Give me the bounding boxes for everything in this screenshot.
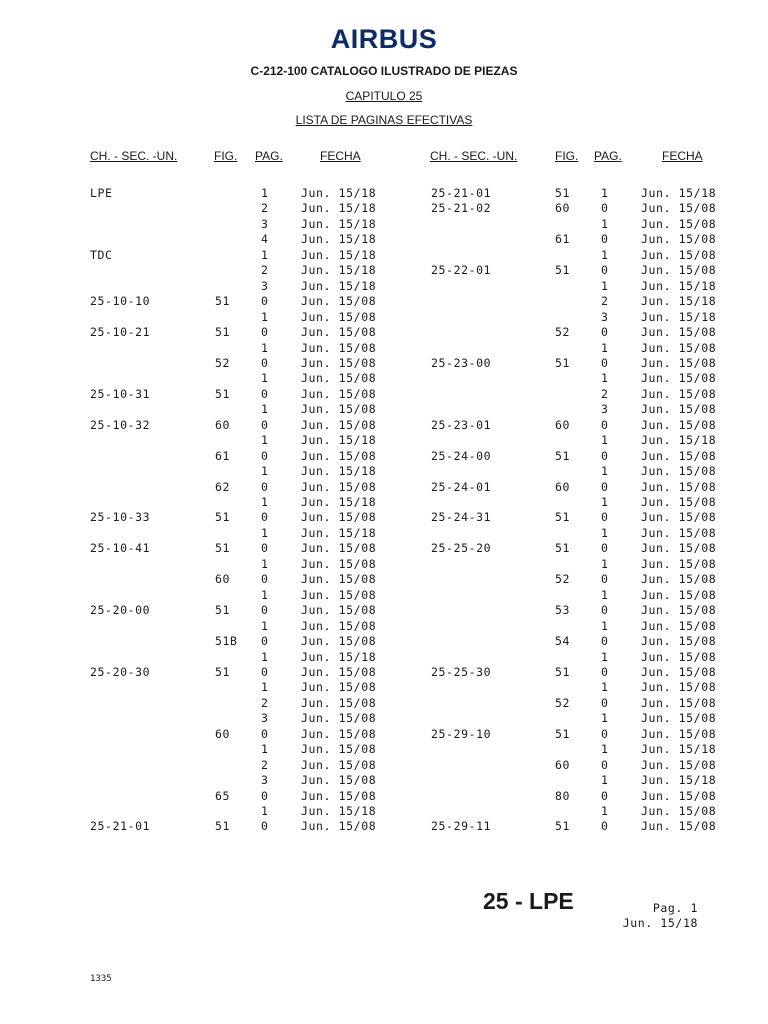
cell-fecha-left: Jun. 15/18 <box>301 247 377 262</box>
cell-fig-left: 65 <box>215 788 231 803</box>
col-header-fecha-left: FECHA <box>320 149 361 163</box>
cell-pag-right: 2 <box>601 386 609 401</box>
cell-fecha-left: Jun. 15/08 <box>301 634 377 648</box>
list-heading: LISTA DE PAGINAS EFECTIVAS <box>295 113 473 127</box>
cell-ch-right: 25-25-20 <box>431 541 492 556</box>
cell-ch-right: 25-23-00 <box>431 355 492 370</box>
cell-fecha-right: Jun. 15/08 <box>641 402 717 417</box>
cell-fecha-right: Jun. 15/08 <box>641 417 717 432</box>
cell-fecha-left: Jun. 15/08 <box>301 325 377 339</box>
cell-ch-left: 25-20-30 <box>90 665 151 679</box>
cell-fecha-right: Jun. 15/08 <box>641 386 717 401</box>
cell-pag-right: 1 <box>601 216 609 231</box>
cell-fig-left: 60 <box>215 572 231 587</box>
cell-fecha-left: Jun. 15/08 <box>301 680 377 695</box>
cell-fecha-left: Jun. 15/08 <box>301 618 377 633</box>
cell-pag-right: 1 <box>601 556 609 571</box>
cell-ch-right: 25-21-01 <box>431 186 492 200</box>
cell-fecha-right: Jun. 15/18 <box>641 309 717 324</box>
cell-pag-right: 0 <box>601 510 609 525</box>
cell-pag-left: 1 <box>261 402 269 417</box>
cell-ch-right: 25-29-10 <box>431 726 492 741</box>
cell-fecha-left: Jun. 15/18 <box>301 232 377 247</box>
cell-fecha-right: Jun. 15/08 <box>641 232 717 247</box>
cell-ch-right: 25-24-01 <box>431 479 492 494</box>
cell-pag-left: 4 <box>261 232 269 247</box>
cell-ch-right: 25-25-30 <box>431 665 492 679</box>
col-header-pag-left: PAG. <box>255 149 283 163</box>
col-header-ch-right: CH. - SEC. -UN. <box>430 149 518 163</box>
cell-pag-right: 0 <box>601 695 609 710</box>
cell-pag-left: 0 <box>261 726 269 741</box>
cell-fecha-left: Jun. 15/18 <box>301 649 377 664</box>
cell-fecha-left: Jun. 15/18 <box>301 525 377 540</box>
cell-fig-right: 51 <box>555 541 571 556</box>
cell-fecha-left: Jun. 15/08 <box>301 541 377 556</box>
cell-pag-right: 1 <box>601 742 609 757</box>
cell-fig-left: 51 <box>215 541 231 556</box>
cell-fecha-left: Jun. 15/08 <box>301 603 377 618</box>
cell-pag-left: 0 <box>261 603 269 618</box>
cell-pag-left: 0 <box>261 325 269 339</box>
cell-fecha-left: Jun. 15/08 <box>301 556 377 571</box>
cell-pag-right: 1 <box>601 247 609 262</box>
cell-fecha-right: Jun. 15/08 <box>641 726 717 741</box>
cell-fecha-right: Jun. 15/18 <box>641 742 717 757</box>
cell-pag-left: 1 <box>261 186 269 200</box>
cell-pag-left: 3 <box>261 773 269 788</box>
cell-pag-left: 0 <box>261 448 269 463</box>
cell-fecha-left: Jun. 15/18 <box>301 804 377 818</box>
cell-fecha-right: Jun. 15/18 <box>641 294 717 309</box>
cell-ch-right: 25-24-00 <box>431 448 492 463</box>
cell-pag-left: 1 <box>261 680 269 695</box>
cell-pag-right: 1 <box>601 371 609 386</box>
cell-pag-right: 3 <box>601 402 609 417</box>
cell-ch-left: 25-10-21 <box>90 325 151 339</box>
cell-fig-right: 51 <box>555 510 571 525</box>
cell-pag-right: 3 <box>601 309 609 324</box>
cell-fecha-right: Jun. 15/08 <box>641 541 717 556</box>
cell-ch-right: 25-21-02 <box>431 201 492 216</box>
cell-fecha-right: Jun. 15/08 <box>641 572 717 587</box>
cell-fig-right: 52 <box>555 695 571 710</box>
cell-ch-left: 25-20-00 <box>90 603 151 618</box>
cell-fecha-left: Jun. 15/08 <box>301 386 377 401</box>
cell-fig-right: 61 <box>555 232 571 247</box>
cell-ch-left: 25-10-33 <box>90 510 151 525</box>
cell-fig-left: 52 <box>215 355 231 370</box>
cell-fecha-right: Jun. 15/08 <box>641 649 717 664</box>
cell-fecha-left: Jun. 15/08 <box>301 788 377 803</box>
cell-fecha-left: Jun. 15/08 <box>301 371 377 386</box>
document-title: C-212-100 CATALOGO ILUSTRADO DE PIEZAS <box>250 64 518 78</box>
cell-fecha-right: Jun. 15/08 <box>641 325 717 339</box>
cell-ch-left: 25-21-01 <box>90 819 151 834</box>
cell-pag-right: 1 <box>601 711 609 726</box>
cell-pag-left: 1 <box>261 464 269 479</box>
cell-pag-left: 0 <box>261 819 269 834</box>
cell-fecha-left: Jun. 15/08 <box>301 726 377 741</box>
cell-fecha-right: Jun. 15/08 <box>641 263 717 278</box>
cell-fecha-left: Jun. 15/18 <box>301 216 377 231</box>
cell-fecha-right: Jun. 15/08 <box>641 788 717 803</box>
cell-fig-right: 52 <box>555 572 571 587</box>
cell-pag-right: 0 <box>601 819 609 834</box>
cell-fecha-right: Jun. 15/08 <box>641 665 717 679</box>
cell-ch-right: 25-29-11 <box>431 819 492 834</box>
cell-pag-left: 0 <box>261 788 269 803</box>
cell-fig-left: 51 <box>215 819 231 834</box>
cell-pag-left: 3 <box>261 278 269 293</box>
cell-fecha-right: Jun. 15/08 <box>641 819 717 834</box>
cell-fecha-left: Jun. 15/08 <box>301 355 377 370</box>
cell-ch-right: 25-23-01 <box>431 417 492 432</box>
cell-fecha-right: Jun. 15/08 <box>641 355 717 370</box>
cell-fig-right: 51 <box>555 726 571 741</box>
cell-fecha-right: Jun. 15/08 <box>641 216 717 231</box>
cell-pag-left: 1 <box>261 618 269 633</box>
cell-fecha-right: Jun. 15/08 <box>641 510 717 525</box>
cell-fecha-left: Jun. 15/08 <box>301 448 377 463</box>
cell-pag-right: 1 <box>601 186 609 200</box>
cell-fecha-right: Jun. 15/08 <box>641 495 717 509</box>
cell-fig-right: 60 <box>555 417 571 432</box>
cell-fecha-left: Jun. 15/18 <box>301 464 377 479</box>
cell-ch-right: 25-22-01 <box>431 263 492 278</box>
cell-fecha-right: Jun. 15/18 <box>641 433 717 448</box>
cell-fecha-right: Jun. 15/08 <box>641 603 717 618</box>
cell-pag-left: 0 <box>261 541 269 556</box>
cell-pag-right: 1 <box>601 278 609 293</box>
cell-pag-right: 1 <box>601 773 609 788</box>
cell-pag-right: 0 <box>601 603 609 618</box>
cell-fig-left: 62 <box>215 479 231 494</box>
cell-pag-left: 1 <box>261 340 269 355</box>
cell-fecha-right: Jun. 15/18 <box>641 278 717 293</box>
cell-pag-left: 0 <box>261 417 269 432</box>
cell-fecha-right: Jun. 15/08 <box>641 371 717 386</box>
cell-fig-right: 52 <box>555 325 571 339</box>
document-number: 1335 <box>90 974 112 984</box>
cell-pag-right: 1 <box>601 495 609 509</box>
cell-pag-right: 1 <box>601 680 609 695</box>
col-header-pag-right: PAG. <box>594 149 622 163</box>
col-header-ch-left: CH. - SEC. -UN. <box>90 149 178 163</box>
cell-fig-left: 60 <box>215 417 231 432</box>
cell-pag-right: 2 <box>601 294 609 309</box>
cell-pag-right: 0 <box>601 355 609 370</box>
cell-fecha-left: Jun. 15/08 <box>301 309 377 324</box>
cell-fecha-left: Jun. 15/08 <box>301 665 377 679</box>
cell-fecha-left: Jun. 15/08 <box>301 757 377 772</box>
page-date: Jun. 15/18 <box>622 916 698 930</box>
cell-pag-right: 0 <box>601 572 609 587</box>
cell-pag-left: 2 <box>261 263 269 278</box>
cell-fecha-left: Jun. 15/08 <box>301 510 377 525</box>
cell-pag-right: 1 <box>601 804 609 818</box>
cell-pag-right: 1 <box>601 649 609 664</box>
cell-ch-left: 25-10-31 <box>90 386 151 401</box>
cell-fecha-left: Jun. 15/18 <box>301 433 377 448</box>
cell-fecha-right: Jun. 15/08 <box>641 757 717 772</box>
cell-fecha-right: Jun. 15/08 <box>641 711 717 726</box>
cell-pag-left: 1 <box>261 556 269 571</box>
cell-fecha-right: Jun. 15/18 <box>641 186 717 200</box>
cell-fecha-left: Jun. 15/08 <box>301 742 377 757</box>
cell-pag-left: 0 <box>261 572 269 587</box>
cell-pag-right: 1 <box>601 618 609 633</box>
cell-pag-right: 0 <box>601 417 609 432</box>
cell-fecha-left: Jun. 15/08 <box>301 340 377 355</box>
cell-pag-right: 0 <box>601 325 609 339</box>
cell-fig-left: 51 <box>215 325 231 339</box>
cell-fig-right: 60 <box>555 757 571 772</box>
cell-pag-left: 0 <box>261 479 269 494</box>
cell-pag-left: 3 <box>261 711 269 726</box>
cell-fig-right: 80 <box>555 788 571 803</box>
cell-fig-left: 51 <box>215 294 231 309</box>
airbus-logo: AIRBUS <box>330 24 438 54</box>
cell-fecha-right: Jun. 15/08 <box>641 695 717 710</box>
cell-fecha-right: Jun. 15/18 <box>641 773 717 788</box>
cell-pag-right: 0 <box>601 726 609 741</box>
chapter-heading: CAPITULO 25 <box>345 89 423 103</box>
cell-pag-left: 1 <box>261 525 269 540</box>
section-id: 25 - LPE <box>483 888 574 914</box>
cell-pag-right: 1 <box>601 340 609 355</box>
cell-fecha-left: Jun. 15/08 <box>301 773 377 788</box>
cell-fecha-right: Jun. 15/08 <box>641 464 717 479</box>
cell-pag-left: 1 <box>261 247 269 262</box>
cell-pag-left: 0 <box>261 355 269 370</box>
cell-fecha-left: Jun. 15/08 <box>301 587 377 602</box>
cell-fig-right: 54 <box>555 634 571 648</box>
cell-pag-left: 0 <box>261 634 269 648</box>
cell-fecha-left: Jun. 15/08 <box>301 819 377 834</box>
cell-pag-left: 1 <box>261 495 269 509</box>
col-header-fig-right: FIG. <box>555 149 579 163</box>
cell-fecha-right: Jun. 15/08 <box>641 525 717 540</box>
cell-pag-right: 0 <box>601 665 609 679</box>
cell-fig-right: 60 <box>555 201 571 216</box>
cell-pag-left: 2 <box>261 757 269 772</box>
cell-pag-right: 0 <box>601 201 609 216</box>
cell-pag-left: 1 <box>261 804 269 818</box>
cell-fig-right: 51 <box>555 355 571 370</box>
cell-pag-left: 1 <box>261 433 269 448</box>
cell-fig-right: 51 <box>555 448 571 463</box>
cell-pag-right: 0 <box>601 757 609 772</box>
cell-pag-left: 1 <box>261 309 269 324</box>
cell-pag-left: 0 <box>261 386 269 401</box>
cell-pag-right: 0 <box>601 479 609 494</box>
cell-fig-right: 51 <box>555 186 571 200</box>
cell-fig-right: 51 <box>555 819 571 834</box>
cell-fecha-left: Jun. 15/18 <box>301 278 377 293</box>
cell-fecha-right: Jun. 15/08 <box>641 556 717 571</box>
cell-ch-right: 25-24-31 <box>431 510 492 525</box>
cell-fecha-left: Jun. 15/08 <box>301 402 377 417</box>
cell-fecha-right: Jun. 15/08 <box>641 479 717 494</box>
cell-fecha-right: Jun. 15/08 <box>641 448 717 463</box>
cell-fecha-left: Jun. 15/08 <box>301 417 377 432</box>
col-header-fig-left: FIG. <box>214 149 238 163</box>
cell-ch-left: 25-10-10 <box>90 294 151 309</box>
cell-fecha-left: Jun. 15/18 <box>301 186 377 200</box>
cell-pag-right: 1 <box>601 587 609 602</box>
cell-pag-left: 1 <box>261 742 269 757</box>
cell-fecha-left: Jun. 15/08 <box>301 711 377 726</box>
cell-ch-left: TDC <box>90 247 113 262</box>
cell-fecha-left: Jun. 15/18 <box>301 495 377 509</box>
cell-fig-left: 51 <box>215 386 231 401</box>
cell-ch-left: 25-10-32 <box>90 417 151 432</box>
cell-fecha-left: Jun. 15/08 <box>301 479 377 494</box>
cell-fig-right: 60 <box>555 479 571 494</box>
cell-pag-right: 0 <box>601 448 609 463</box>
cell-fecha-left: Jun. 15/08 <box>301 695 377 710</box>
cell-pag-left: 0 <box>261 294 269 309</box>
cell-pag-right: 0 <box>601 634 609 648</box>
cell-pag-right: 1 <box>601 525 609 540</box>
cell-fecha-left: Jun. 15/18 <box>301 201 377 216</box>
cell-fig-left: 60 <box>215 726 231 741</box>
col-header-fecha-right: FECHA <box>662 149 703 163</box>
cell-fecha-left: Jun. 15/08 <box>301 572 377 587</box>
cell-pag-right: 0 <box>601 541 609 556</box>
cell-fig-right: 51 <box>555 665 571 679</box>
cell-pag-right: 0 <box>601 232 609 247</box>
cell-fecha-right: Jun. 15/08 <box>641 247 717 262</box>
cell-fig-left: 51 <box>215 510 231 525</box>
cell-fig-left: 51B <box>215 634 238 648</box>
cell-pag-left: 2 <box>261 695 269 710</box>
cell-pag-left: 3 <box>261 216 269 231</box>
cell-fecha-right: Jun. 15/08 <box>641 634 717 648</box>
cell-pag-right: 0 <box>601 263 609 278</box>
cell-pag-left: 1 <box>261 371 269 386</box>
cell-pag-left: 1 <box>261 649 269 664</box>
cell-fecha-left: Jun. 15/08 <box>301 294 377 309</box>
cell-pag-left: 0 <box>261 665 269 679</box>
cell-fig-left: 61 <box>215 448 231 463</box>
cell-fecha-right: Jun. 15/08 <box>641 618 717 633</box>
cell-pag-right: 1 <box>601 433 609 448</box>
cell-fig-right: 53 <box>555 603 571 618</box>
cell-fecha-right: Jun. 15/08 <box>641 201 717 216</box>
cell-ch-left: LPE <box>90 186 113 200</box>
cell-fecha-right: Jun. 15/08 <box>641 587 717 602</box>
cell-fecha-right: Jun. 15/08 <box>641 340 717 355</box>
cell-fecha-right: Jun. 15/08 <box>641 804 717 818</box>
cell-fig-right: 51 <box>555 263 571 278</box>
cell-pag-left: 1 <box>261 587 269 602</box>
cell-pag-right: 1 <box>601 464 609 479</box>
cell-fig-left: 51 <box>215 665 231 679</box>
cell-fig-left: 51 <box>215 603 231 618</box>
cell-fecha-right: Jun. 15/08 <box>641 680 717 695</box>
page-number: Pag. 1 <box>652 901 698 915</box>
cell-pag-left: 0 <box>261 510 269 525</box>
cell-fecha-left: Jun. 15/18 <box>301 263 377 278</box>
cell-pag-left: 2 <box>261 201 269 216</box>
cell-ch-left: 25-10-41 <box>90 541 151 556</box>
cell-pag-right: 0 <box>601 788 609 803</box>
